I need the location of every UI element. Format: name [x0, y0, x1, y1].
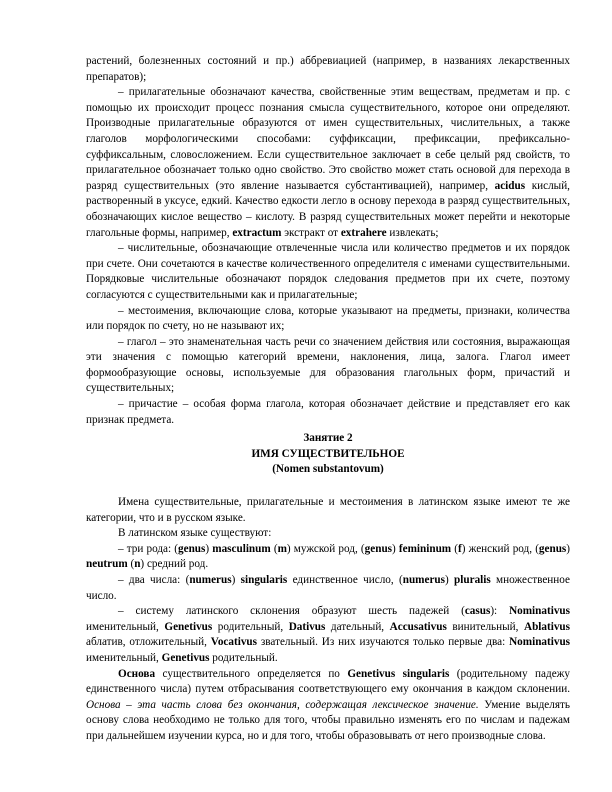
paragraph-cases: – систему латинского склонения образуют шесть падежей (casus): Nominativus именительный, Genetivus родительный, Dativus дательный, Accusativus винительный, Ablativus аблатив, отложительный, Vocativus звательный. Из них изучаются только первые два: Nominativus именительный, Genetivus родительный. — [86, 605, 571, 664]
paragraph-participle: – причастие – особая форма глагола, которая обозначает действие и представляет его как признак предмета. — [86, 398, 570, 426]
latin-term: extractum — [232, 226, 282, 239]
paragraph-stem: Основа существительного определяется по Genetivus singularis (родительному падежу единственного числа) путем отбрасывания соответствующего ему окончания в каждом склонении. Основа – эта часть слова без окончания, содержащая лексическое значение. Умение выделять основу слова необходимо не только для того, чтобы правильно изменять его по числам и падежам при дальнейшем изучении курса, но и для того, чтобы образовывать от него производные слова. — [86, 667, 570, 742]
top-section — [86, 54, 570, 428]
lesson-title: ИМЯ СУЩЕСТВИТЕЛЬНОЕ — [251, 447, 405, 460]
paragraph-numerals: – числительные, обозначающие отвлеченные числа или количество предметов и их порядок при счете. Они сочетаются в качестве количественного определителя с именами существительными. Порядковые числительные обозначают порядок следования предметов при их счете, поэтому согласуются с существительными как и прилагательные; — [86, 242, 570, 301]
lesson-number: Занятие 2 — [303, 432, 353, 444]
paragraph-genders: – три рода: (genus) masculinum (m) мужской род, (genus) femininum (f) женский род, (genus) neutrum (n) средний род. — [86, 542, 571, 571]
paragraph-exist: В латинском языке существуют: — [118, 527, 272, 540]
paragraph-pronouns: – местоимения, включающие слова, которые указывают на предметы, признаки, количества или порядок по счету, но не называют их; — [86, 304, 570, 333]
latin-term: extrahere — [340, 226, 387, 239]
paragraph-numbers: – два числа: (numerus) singularis единственное число, (numerus) pluralis множественное число. — [86, 573, 570, 602]
lesson-subtitle: (Nomen substantovum) — [272, 463, 384, 476]
paragraph-adjectives: – прилагательные обозначают качества, свойственные этим веществам, предметам и пр. с помощью их происходит процесс познания смысла существительного, которое они определяют. Производные прилагательные образуются от имен существительных, числительных, а также глаголов морфологическими способами: суффиксации, префиксации, префиксально-суффиксальным, словосложением. Если существительное заключает в себе целый ряд свойств, то прилагательное обозначает только одно свойство. Это свойство может стать основой для перехода в разряд существительных (это явление называется субстантивацией), например, acidus кислый, растворенный в уксусе, едкий. Качество едкости легло в основу перехода в разряд существительных, обозначающих кислое вещество – кислоту. В разряд существительных может перейти и некоторые глагольные формы, например, extractum экстракт от extrahere извлекать; — [86, 86, 570, 239]
body-section — [86, 495, 570, 745]
definition-italic: Основа – эта часть слова без окончания, содержащая лексическое значение. — [86, 698, 479, 711]
paragraph-intro: Имена существительные, прилагательные и местоимения в латинском языке имеют те же категории, что и в русском языке. — [86, 496, 570, 524]
latin-term: acidus — [494, 179, 526, 192]
paragraph-verb: – глагол – это знаменательная часть речи со значением действия или состояния, выражающая эти значения с помощью категорий времени, наклонения, лица, залога. Глагол имеет формообразующие основы, используемые для образования глагольных форм, причастий и существительных; — [86, 335, 570, 395]
lesson-heading — [86, 431, 570, 478]
paragraph-continuation: растений, болезненных состояний и пр.) аббревиацией (например, в названиях лекарственных препаратов); — [86, 55, 570, 83]
